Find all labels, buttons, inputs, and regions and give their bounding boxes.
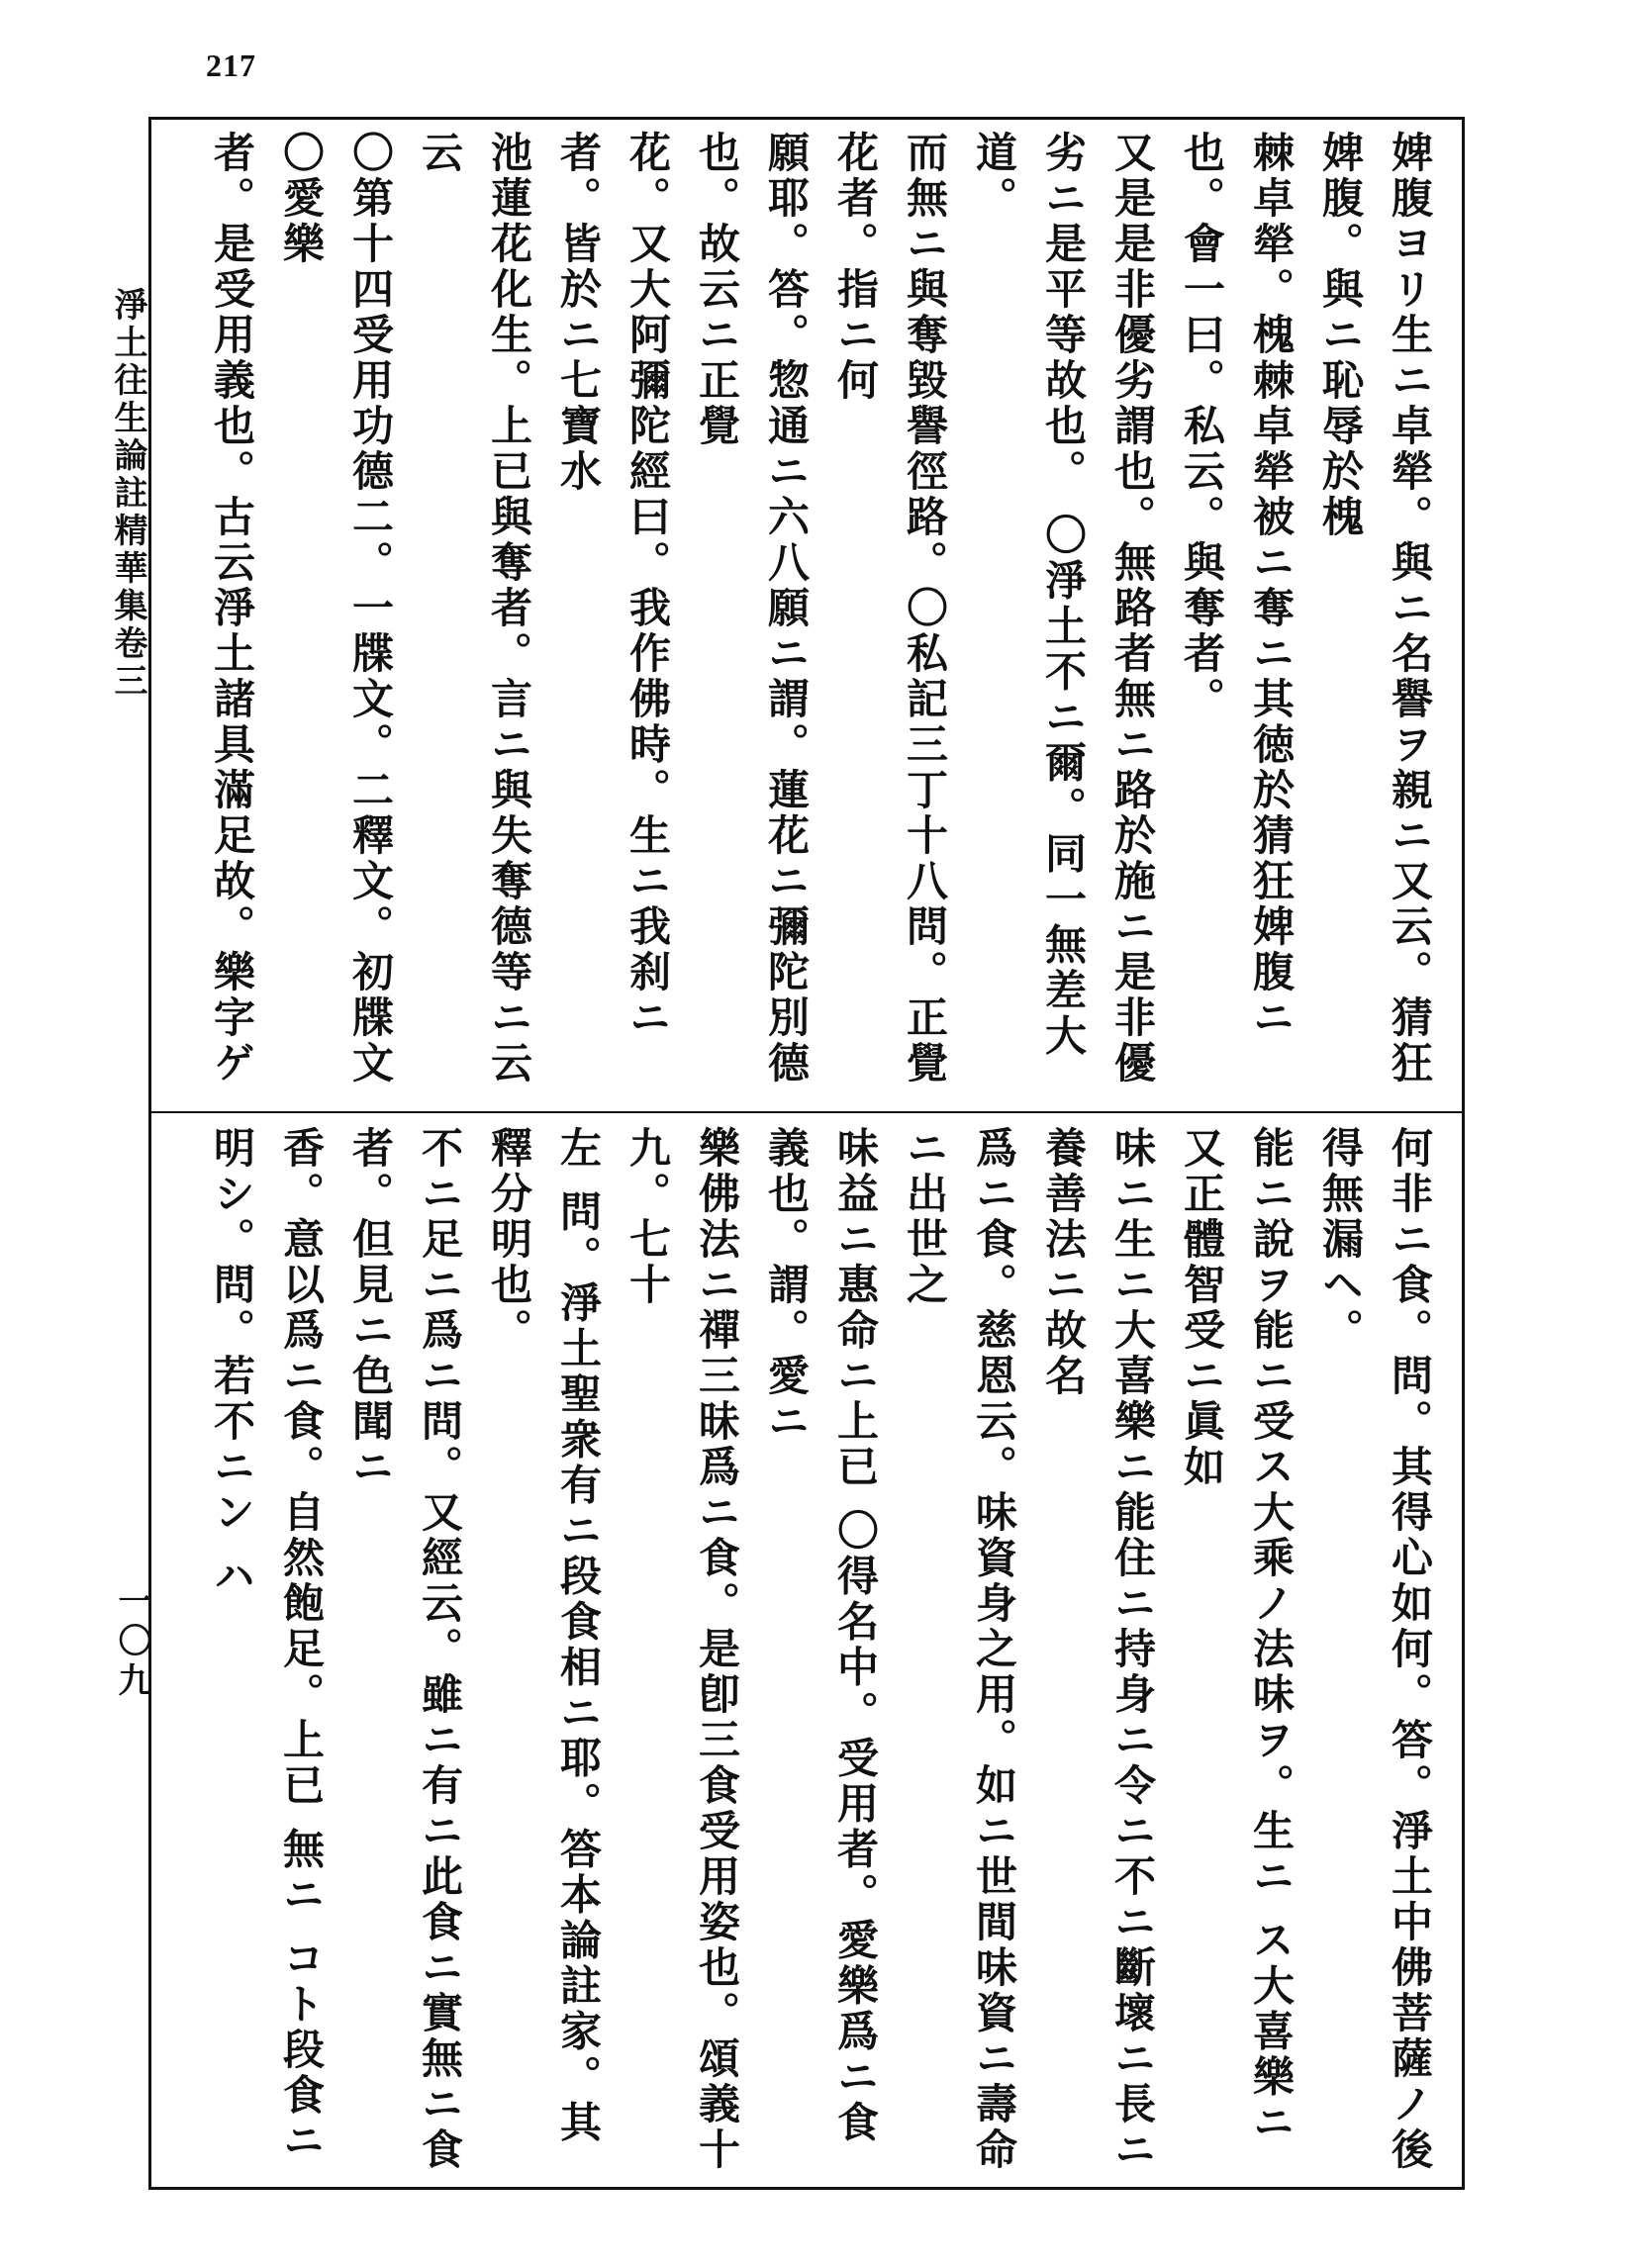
page-number-top: 217 xyxy=(206,47,256,83)
text-column: 何非ニ食。問。其得心如何。答。淨土中佛菩薩ノ後得無漏ヘ。 xyxy=(1316,1126,1434,2173)
text-column: 〇第十四受用功德二。一牒文。二釋文。初牒文〇愛樂 xyxy=(277,131,395,1087)
text-column: 樂佛法ニ禪三昧爲ニ食。是卽三食受用姿也。頌義十九。七十 xyxy=(624,1126,741,2173)
text-column: 池蓮花化生。上已與奪者。言ニ與失奪德等ニ云云 xyxy=(416,131,533,1087)
text-column: 又是是非優劣謂也。無路者無ニ路於施ニ是非優劣ニ是平等故也。 〇淨土不ニ爾。同一無差大道。 xyxy=(970,131,1157,1087)
lower-text-block xyxy=(189,1126,1444,2180)
text-column: 願耶。答。惣通ニ六八願ニ謂。蓮花ニ彌陀別德也。故云ニ正覺 xyxy=(693,131,811,1087)
text-column: 花。又大阿彌陀經曰。我作佛時。生ニ我刹ニ者。皆於ニ七寶水 xyxy=(554,131,672,1041)
text-column: 能ニ說ヲ能ニ受ス大乘ノ法味ヲ。生ニ ス大喜樂ニ又正體智受ニ眞如 xyxy=(1178,1126,1296,2146)
text-column: 左 問。淨土聖衆有ニ段食相ニ耶。答本論註家。其釋分明也。 xyxy=(485,1126,603,2146)
text-column: 不ニ足ニ爲ニ問。又經云。雖ニ有ニ此食ニ實無ニ食者。但見ニ色聞ニ xyxy=(346,1126,464,2173)
text-column xyxy=(189,1126,197,2180)
text-column: 者。是受用義也。古云淨土諸具滿足故。樂字ゲ xyxy=(208,131,256,1087)
running-head: 淨土往生論註精華集卷三 xyxy=(108,287,147,701)
text-column: 婢腹ヨリ生ニ卓犖。與ニ名譽ヲ親ニ又云。猜狂婢腹。與ニ恥辱於槐 xyxy=(1316,131,1434,1087)
text-column: 味ニ生ニ大喜樂ニ能住ニ持身ニ令ニ不ニ斷壞ニ長ニ養善法ニ故名 xyxy=(1039,1126,1157,2173)
text-column: 味益ニ惠命ニ上已 〇得名中。受用者。愛樂爲ニ食義也。謂。愛ニ xyxy=(762,1126,880,2146)
side-folio: 一〇九 xyxy=(112,1583,151,1702)
text-column: 爲ニ食。慈恩云。味資身之用。如ニ世間味資ニ壽命ニ出世之 xyxy=(901,1126,1018,2173)
text-column: 棘卓犖。槐棘卓犖被ニ奪ニ其徳於猜狂婢腹ニ也。會一曰。私云。與奪者。 xyxy=(1178,131,1296,1041)
upper-text-block xyxy=(189,131,1444,1100)
text-column: 香。意以爲ニ食。自然飽足。上已 無ニ コト段食ニ明シ。問。若不ニン ハ xyxy=(208,1126,326,2165)
text-column: 而無ニ與奪毀譽徑路。〇私記三丁十八問。正覺花者。指ニ何 xyxy=(831,131,949,1087)
block-divider xyxy=(148,1111,1465,1113)
